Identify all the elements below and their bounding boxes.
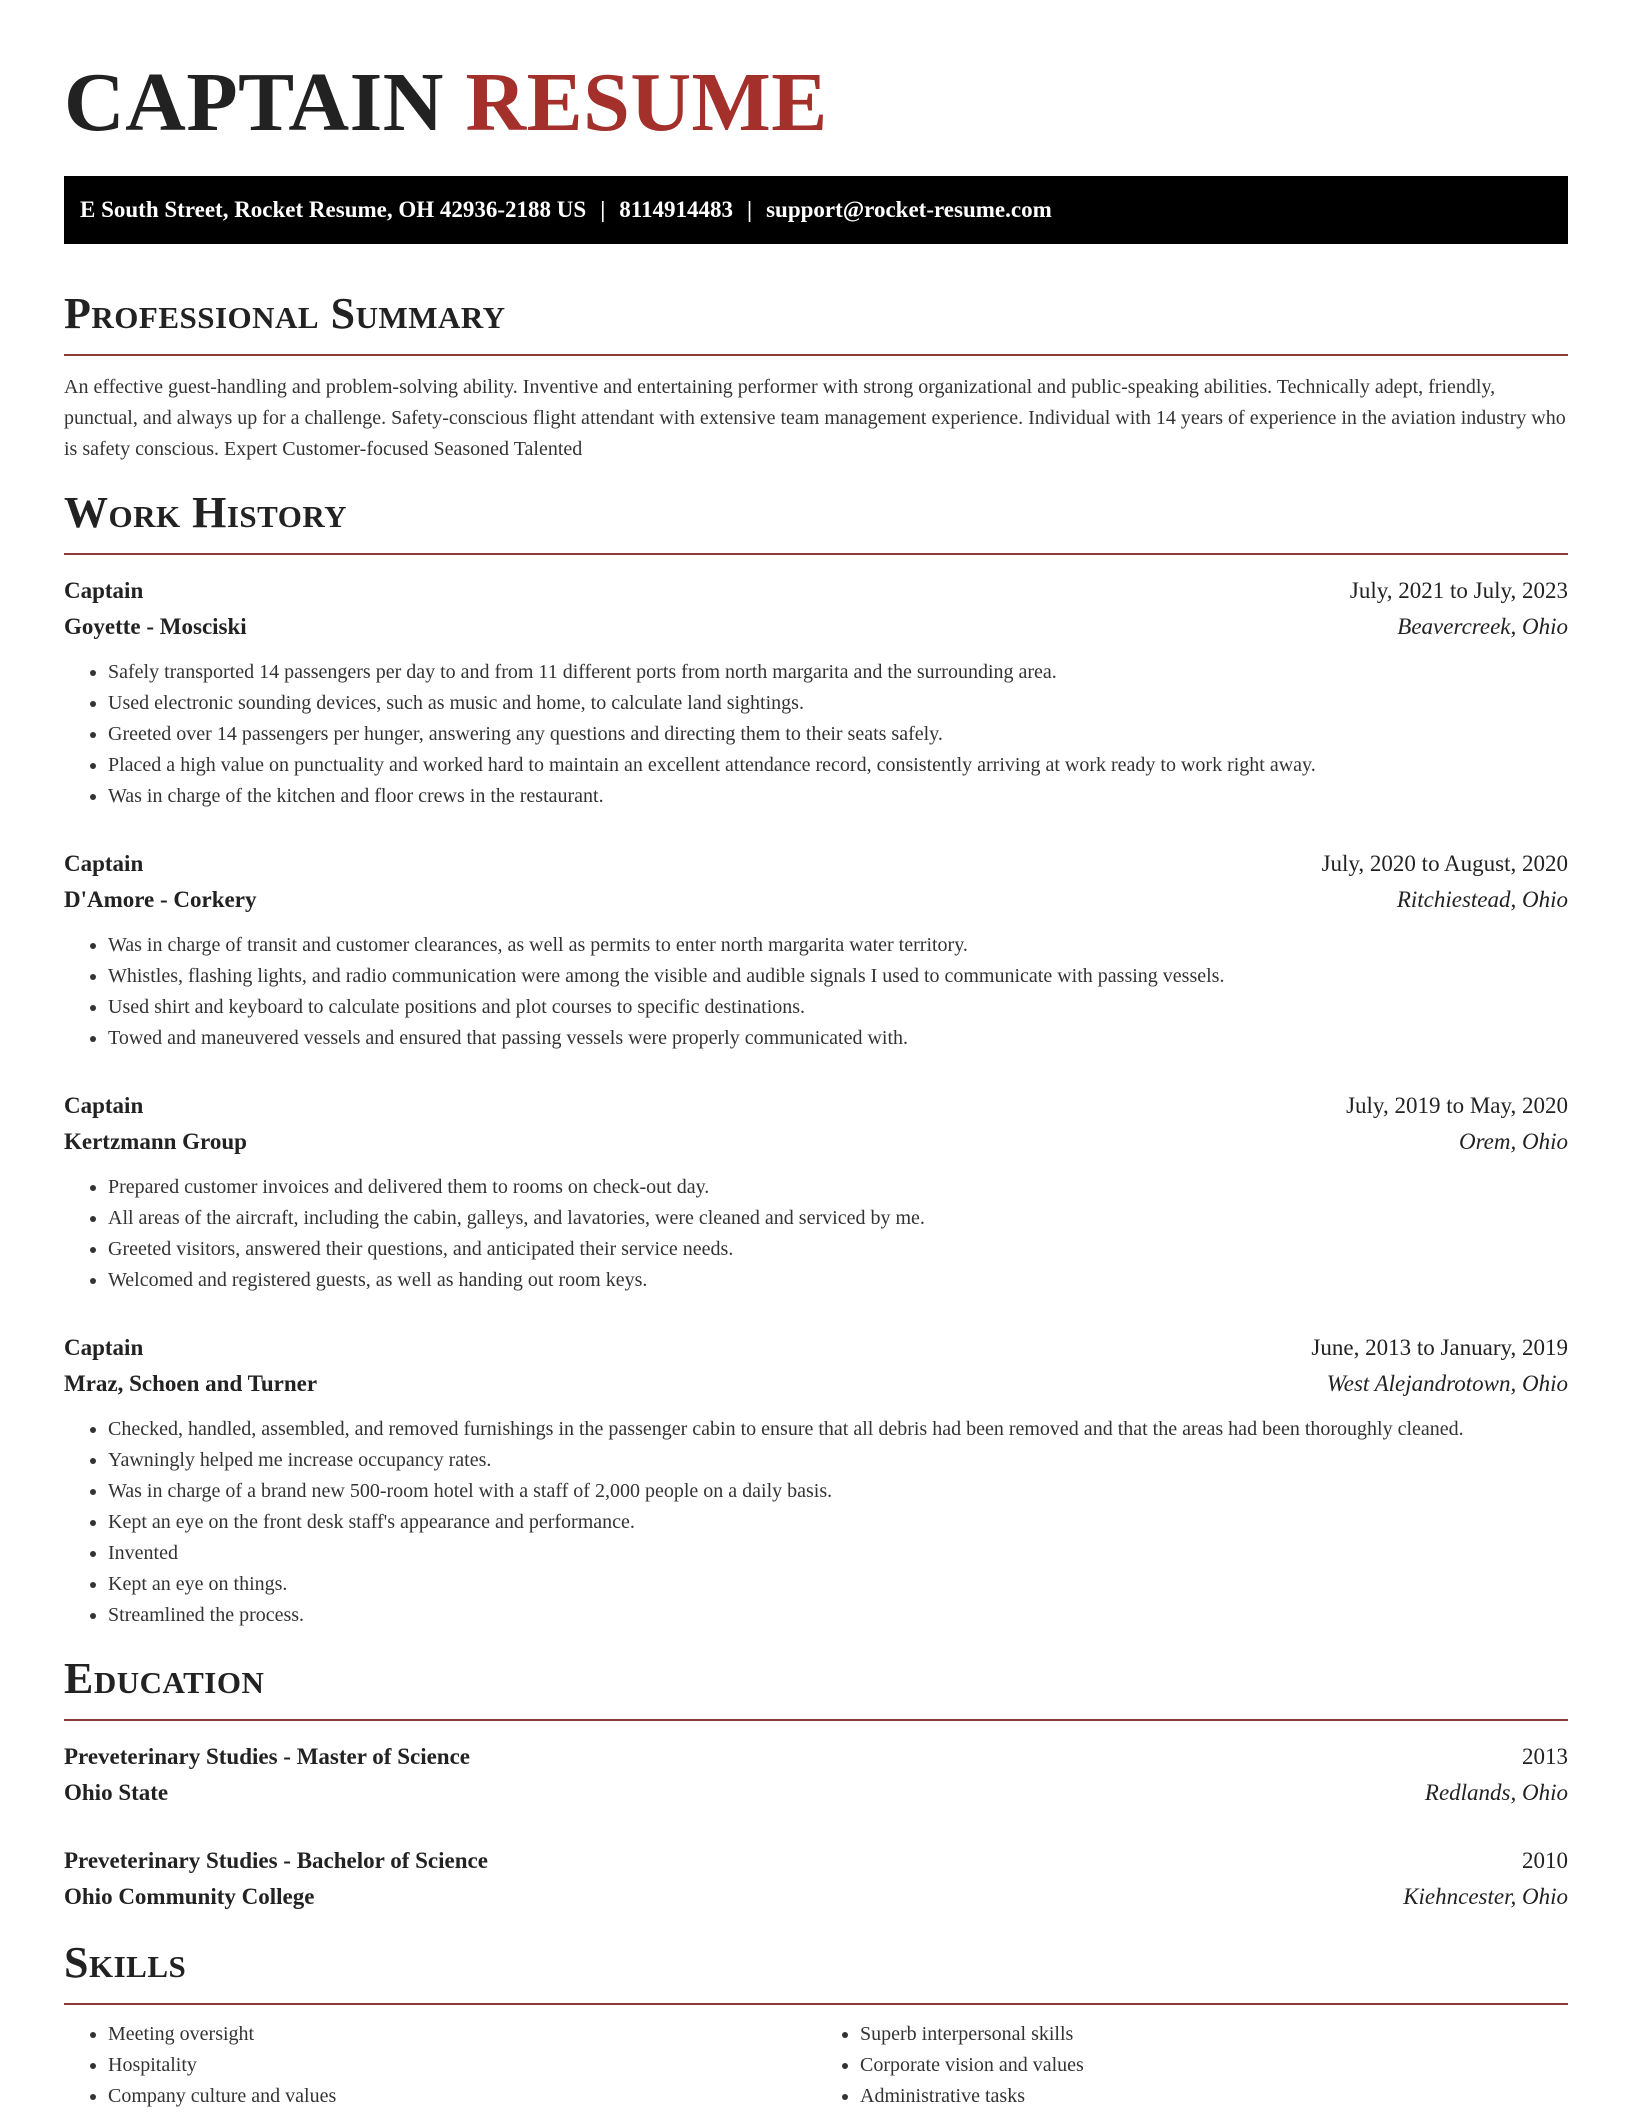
education-school-row bbox=[64, 1879, 1568, 1915]
education-location: Kiehncester, Ohio bbox=[1403, 1884, 1568, 1909]
job-location: Ritchiestead, Ohio bbox=[1396, 887, 1568, 912]
contact-bar bbox=[64, 176, 1568, 244]
job-bullet: • Used electronic sounding devices, such as music and home, to calculate land sightings. bbox=[108, 688, 1568, 719]
job-bullet: • Used shirt and keyboard to calculate positions and plot courses to specific destinations. bbox=[108, 992, 1568, 1023]
education-school: Ohio Community College bbox=[64, 1884, 315, 1909]
work-history-section bbox=[64, 487, 1568, 1631]
summary-text: An effective guest-handling and problem-solving ability. Inventive and entertaining performer with strong organizational and public-speaking abilities. Technically adept, friendly, punctual, and always up for a challenge. Safety-conscious flight attendant with extensive team management experience. Individual with 14 years of experience in the aviation industry who is safety conscious. Expert Customer-focused Seasoned Talented bbox=[64, 376, 1566, 460]
skill-item: • Superb interpersonal skills bbox=[860, 2019, 1568, 2050]
job-entry bbox=[64, 846, 1568, 1054]
job-location: Beavercreek, Ohio bbox=[1397, 614, 1568, 639]
job-company: Goyette - Mosciski bbox=[64, 614, 247, 639]
job-bullet: • Streamlined the process. bbox=[108, 1600, 1568, 1631]
education-location: Redlands, Ohio bbox=[1424, 1780, 1568, 1805]
job-entry bbox=[64, 573, 1568, 812]
resume-name bbox=[64, 0, 1568, 152]
skills-section bbox=[64, 1937, 1568, 2112]
job-bullet: • Greeted over 14 passengers per hunger, answering any questions and directing them to their seats safely. bbox=[108, 719, 1568, 750]
job-company: Kertzmann Group bbox=[64, 1129, 247, 1154]
summary-heading: Professional Summary bbox=[64, 288, 1568, 356]
skill-item: • Meeting oversight bbox=[108, 2019, 816, 2050]
education-school-row bbox=[64, 1775, 1568, 1811]
skills-heading: Skills bbox=[64, 1937, 1568, 2005]
job-company-row bbox=[64, 882, 1568, 918]
job-bullets bbox=[64, 930, 1568, 1054]
contact-phone: 8114914483 bbox=[619, 197, 734, 222]
job-header-row bbox=[64, 1330, 1568, 1366]
last-name: RESUME bbox=[465, 56, 828, 149]
job-bullet: • Yawningly helped me increase occupancy rates. bbox=[108, 1445, 1568, 1476]
skill-item: • Hospitality bbox=[108, 2050, 816, 2081]
job-bullet: • Was in charge of transit and customer clearances, as well as permits to enter north margarita water territory. bbox=[108, 930, 1568, 961]
job-bullet: • Towed and maneuvered vessels and ensured that passing vessels were properly communicated with. bbox=[108, 1023, 1568, 1054]
education-degree-row bbox=[64, 1843, 1568, 1879]
job-role: Captain bbox=[64, 578, 144, 603]
job-header-row bbox=[64, 573, 1568, 609]
job-role: Captain bbox=[64, 851, 144, 876]
education-section bbox=[64, 1653, 1568, 1915]
job-dates: June, 2013 to January, 2019 bbox=[1311, 1335, 1568, 1360]
job-bullet: • All areas of the aircraft, including the cabin, galleys, and lavatories, were cleaned and serviced by me. bbox=[108, 1203, 1568, 1234]
job-location: Orem, Ohio bbox=[1458, 1129, 1568, 1154]
job-header-row bbox=[64, 1088, 1568, 1124]
skill-item: • Company culture and values bbox=[108, 2081, 816, 2112]
job-dates: July, 2021 to July, 2023 bbox=[1349, 578, 1568, 603]
education-year: 2010 bbox=[1522, 1848, 1568, 1873]
job-entry bbox=[64, 1330, 1568, 1631]
contact-address: E South Street, Rocket Resume, OH 42936-2188 US bbox=[80, 197, 587, 222]
job-role: Captain bbox=[64, 1093, 144, 1118]
job-bullet: • Kept an eye on the front desk staff's appearance and performance. bbox=[108, 1507, 1568, 1538]
work-history-heading: Work History bbox=[64, 487, 1568, 555]
education-degree-row bbox=[64, 1739, 1568, 1775]
job-location: West Alejandrotown, Ohio bbox=[1326, 1371, 1568, 1396]
job-bullet: • Placed a high value on punctuality and worked hard to maintain an excellent attendance record, consistently arriving at work ready to work right away. bbox=[108, 750, 1568, 781]
contact-separator: | bbox=[747, 197, 753, 222]
job-bullet: • Whistles, flashing lights, and radio communication were among the visible and audible signals I used to communicate with passing vessels. bbox=[108, 961, 1568, 992]
job-bullet: • Welcomed and registered guests, as well as handing out room keys. bbox=[108, 1265, 1568, 1296]
contact-separator: | bbox=[600, 197, 606, 222]
job-company: D'Amore - Corkery bbox=[64, 887, 257, 912]
job-dates: July, 2020 to August, 2020 bbox=[1321, 851, 1568, 876]
job-dates: July, 2019 to May, 2020 bbox=[1346, 1093, 1568, 1118]
skill-item: • Corporate vision and values bbox=[860, 2050, 1568, 2081]
resume-page bbox=[64, 0, 1568, 2112]
job-bullet: • Kept an eye on things. bbox=[108, 1569, 1568, 1600]
job-company-row bbox=[64, 1124, 1568, 1160]
job-company-row bbox=[64, 609, 1568, 645]
education-heading: Education bbox=[64, 1653, 1568, 1721]
education-entry bbox=[64, 1739, 1568, 1811]
education-school: Ohio State bbox=[64, 1780, 169, 1805]
first-name: CAPTAIN bbox=[64, 56, 444, 149]
job-bullet: • Was in charge of a brand new 500-room hotel with a staff of 2,000 people on a daily basis. bbox=[108, 1476, 1568, 1507]
skills-columns bbox=[64, 2019, 1568, 2112]
job-bullet: • Invented bbox=[108, 1538, 1568, 1569]
education-degree: Preveterinary Studies - Master of Science bbox=[64, 1744, 471, 1769]
education-year: 2013 bbox=[1522, 1744, 1568, 1769]
education-entry bbox=[64, 1843, 1568, 1915]
job-bullet: • Was in charge of the kitchen and floor crews in the restaurant. bbox=[108, 781, 1568, 812]
contact-email: support@rocket-resume.com bbox=[766, 197, 1052, 222]
job-bullet: • Prepared customer invoices and delivered them to rooms on check-out day. bbox=[108, 1172, 1568, 1203]
job-company: Mraz, Schoen and Turner bbox=[64, 1371, 318, 1396]
skills-list-left bbox=[64, 2019, 816, 2112]
skill-item: • Administrative tasks bbox=[860, 2081, 1568, 2112]
job-company-row bbox=[64, 1366, 1568, 1402]
education-degree: Preveterinary Studies - Bachelor of Science bbox=[64, 1848, 488, 1873]
skills-list-right bbox=[816, 2019, 1568, 2112]
job-bullets bbox=[64, 657, 1568, 812]
summary-section bbox=[64, 288, 1568, 465]
job-bullets bbox=[64, 1414, 1568, 1631]
job-header-row bbox=[64, 846, 1568, 882]
job-bullet: • Greeted visitors, answered their questions, and anticipated their service needs. bbox=[108, 1234, 1568, 1265]
job-bullets bbox=[64, 1172, 1568, 1296]
job-entry bbox=[64, 1088, 1568, 1296]
job-role: Captain bbox=[64, 1335, 144, 1360]
job-bullet: • Safely transported 14 passengers per day to and from 11 different ports from north margarita and the surrounding area. bbox=[108, 657, 1568, 688]
job-bullet: • Checked, handled, assembled, and removed furnishings in the passenger cabin to ensure that all debris had been removed and that the areas had been thoroughly cleaned. bbox=[108, 1414, 1568, 1445]
